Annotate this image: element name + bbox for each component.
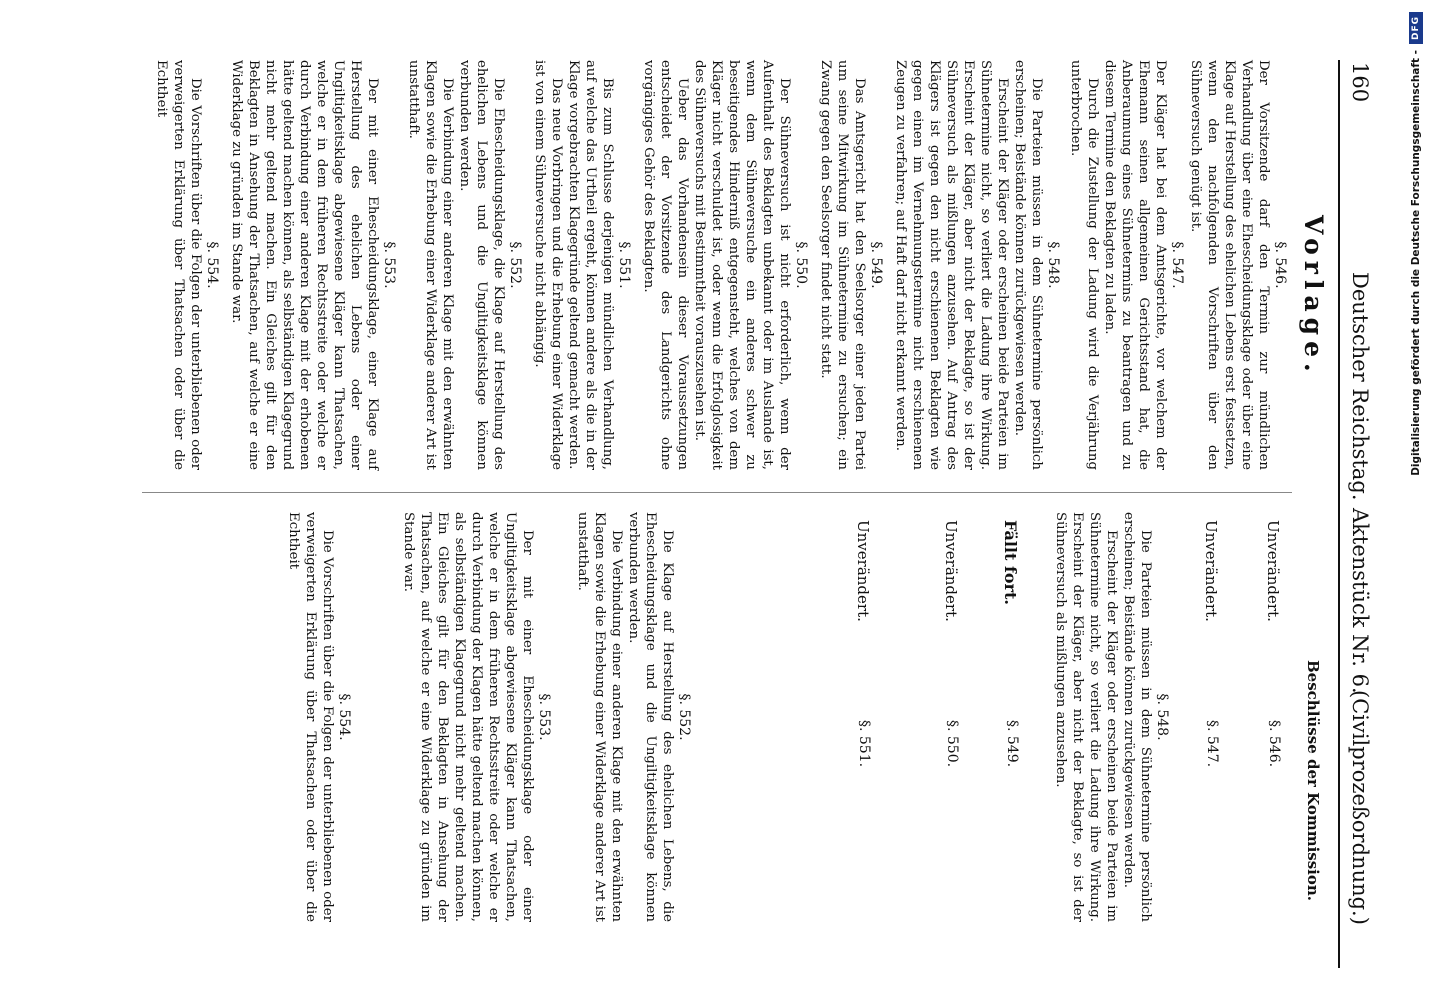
unveraendert-546-label: Unverändert. — [1264, 520, 1282, 622]
section-549-heading: §. 549. — [868, 241, 884, 289]
section-550-heading-right: §. 550. — [944, 720, 960, 768]
unveraendert-547-label: Unverändert. — [1202, 520, 1220, 622]
section-548-heading-right: §. 548. — [1154, 693, 1170, 741]
section-548-para-right: Erscheint der Kläger oder erscheinen beide Parteien im Sühnetermine nicht, so verliert die Ladung ihre Wirkung. Erscheint der Kläger, aber nicht der Beklagte, so ist der Sühneversuch als mißlungen anzusehen. — [1053, 512, 1119, 922]
section-551-heading-right: §. 551. — [856, 720, 872, 768]
section-553-heading-right: §. 553. — [536, 693, 552, 741]
section-551-para: Das neue Vorbringen und die Erhebung einer Widerklage ist von einem Sühneversuche nicht abhängig. — [532, 60, 564, 470]
section-552-heading-right: §. 552. — [676, 693, 692, 741]
section-553-para: Der mit einer Ehescheidungsklage, einer Klage auf Herstellung des ehelichen Lebens oder einer Ungiltigkeitsklage abgewiesene Kläger kann Thatsachen, welche er in dem früheren Rechtsstreite oder welche er durch Verbindung einer anderen Klage mit der erhobenen hätte geltend machen können, als selbständigen Klagegrund nicht mehr geltend machen. Ein Gleiches gilt für den Beklagten in Ansehung der Thatsachen, auf welche er eine Widerklage zu gründen im Stande war. — [229, 60, 380, 470]
section-554-block-right — [285, 512, 352, 922]
page-number: 160 — [1348, 62, 1372, 103]
section-552-block-right — [574, 512, 692, 922]
section-554-para: Die Vorschriften über die Folgen der unterbliebenen oder verweigerten Erklärung über Thatsachen oder über die Echtheit — [154, 60, 203, 470]
section-554-heading: §. 554. — [204, 241, 220, 289]
section-547-para: Durch die Zustellung der Ladung wird die Verjährung unterbrochen. — [1068, 60, 1100, 470]
section-546-heading-right: §. 546. — [1266, 720, 1282, 768]
left-column — [153, 60, 1288, 470]
unveraendert-551-label: Unverändert. — [854, 520, 872, 622]
section-548-para: Erscheint der Kläger oder erscheinen beide Parteien im Sühnetermine nicht, so verliert die Ladung ihre Wirkung. Erscheint der Kläger, aber nicht der Beklagte, so ist der Sühneversuch als mißlungen anzusehen. Auf Antrag des Klägers ist gegen den nicht erschienenen Beklagten wie gegen einen im Vernehmungstermine nicht erschienenen Zeugen zu verfahren; auf Haft darf nicht erkannt werden. — [893, 60, 1010, 470]
section-553-block-right — [400, 512, 552, 922]
section-548-heading: §. 548. — [1045, 241, 1061, 289]
section-547-heading: §. 547. — [1169, 241, 1185, 289]
section-550-para: Der Sühneversuch ist nicht erforderlich, wenn der Aufenthalt des Beklagten unbekannt oder im Auslande ist, wenn dem Sühneversuche ein anderes schwer zu beseitigendes Hinderniß entgegensteht, welches von dem Kläger nicht verschuldet ist, oder wenn die Erfolglosigkeit des Sühneversuchs mit Bestimmtheit vorauszusehen ist. — [692, 60, 792, 470]
section-546-para: Der Vorsitzende darf den Termin zur mündlichen Verhandlung über eine Ehescheidungsklage oder über eine Klage auf Herstellung des ehelichen Lebens erst festsetzen, wenn den nachfolgenden Vorschriften über den Sühneversuch genügt ist. — [1188, 60, 1271, 470]
section-547-para: Der Kläger hat bei dem Amtsgerichte, vor welchem der Ehemann seinen allgemeinen Gerichtsstand hat, die Anberaumung eines Sühnetermins zu beantragen und zu diesem Termine den Beklagten zu laden. — [1102, 60, 1168, 470]
section-551-heading: §. 551. — [616, 241, 632, 289]
section-554-para-right: Die Vorschriften über die Folgen der unterbliebenen oder verweigerten Erklärung über Thatsachen oder über die Echtheit — [286, 512, 335, 922]
section-548-para-right: Die Parteien müssen in dem Sühnetermine persönlich erscheinen; Beistände können zurückgewiesen werden. — [1121, 512, 1153, 922]
section-549-para: Das Amtsgericht hat den Seelsorger einer jeden Partei um seine Mitwirkung im Sühnetermine zu ersuchen; ein Zwang gegen den Seelsorger findet nicht statt. — [818, 60, 867, 470]
section-552-para-right: Die Verbindung einer anderen Klage mit den erwähnten Klagen sowie die Erhebung einer Widerklage anderer Art ist unstatthaft. — [575, 512, 624, 922]
faellt-fort-549-label: Fällt fort. — [1001, 520, 1020, 605]
unveraendert-550-label: Unverändert. — [942, 520, 960, 622]
section-546-heading: §. 546. — [1272, 241, 1288, 289]
dfg-logo: DFG — [1409, 12, 1423, 44]
left-column-heading: Vorlage. — [1299, 215, 1328, 378]
section-553-para-right: Der mit einer Ehescheidungsklage oder einer Ungiltigkeitsklage abgewiesene Kläger kann Thatsachen, welche er in dem früheren Rechtsstreite oder welche er durch Verbindung der Klagen hätte geltend machen können, als selbständigen Klagegrund nicht mehr geltend machen. Ein Gleiches gilt für den Beklagten in Ansehung der Thatsachen, auf welche er eine Widerklage zu gründen im Stande war. — [401, 512, 535, 922]
section-549-heading-right: §. 549. — [1004, 720, 1020, 768]
funding-footer — [1403, 12, 1429, 988]
section-552-para: Die Ehescheidungsklage, die Klage auf Herstellung des ehelichen Lebens und die Ungiltigkeitsklage können verbunden werden. — [457, 60, 506, 470]
section-554-heading-right: §. 554. — [336, 693, 352, 741]
section-548-para: Die Parteien müssen in dem Sühnetermine persönlich erscheinen; Beistände können zurückgewiesen werden. — [1012, 60, 1044, 470]
section-550-para: Ueber das Vorhandensein dieser Voraussetzungen entscheidet der Vorsitzende des Landgerichts ohne vorgängiges Gehör des Beklagten. — [641, 60, 690, 470]
publication-title: Deutscher Reichstag. — [1348, 272, 1372, 501]
section-548-block-right — [1052, 512, 1170, 922]
section-551-para: Bis zum Schlusse derjenigen mündlichen Verhandlung, auf welche das Urtheil ergeht, können andere als die in der Klage vorgebrachten Klagegründe geltend gemacht werden. — [566, 60, 615, 470]
section-553-heading: §. 553. — [381, 241, 397, 289]
section-550-heading: §. 550. — [793, 241, 809, 289]
section-552-heading: §. 552. — [507, 241, 523, 289]
section-552-para-right: Die Klage auf Herstellung des ehelichen Lebens, die Ehescheidungsklage und die Ungiltigkeitsklage können verbunden werden. — [626, 512, 675, 922]
column-divider — [142, 492, 1292, 493]
section-547-heading-right: §. 547. — [1204, 720, 1220, 768]
right-column-heading: Beschlüsse der Kommission. — [1304, 660, 1322, 901]
header-rule — [1338, 60, 1340, 968]
funding-note: Digitalisierung gefördert durch die Deutsche Forschungsgemeinschaft - — [1410, 50, 1422, 476]
document-subject: (Civilprozeßordnung.) — [1348, 690, 1372, 925]
section-552-para: Die Verbindung einer anderen Klage mit den erwähnten Klagen sowie die Erhebung einer Widerklage anderer Art ist unstatthaft. — [406, 60, 455, 470]
document-reference: Aktenstück Nr. 6. — [1348, 508, 1372, 694]
